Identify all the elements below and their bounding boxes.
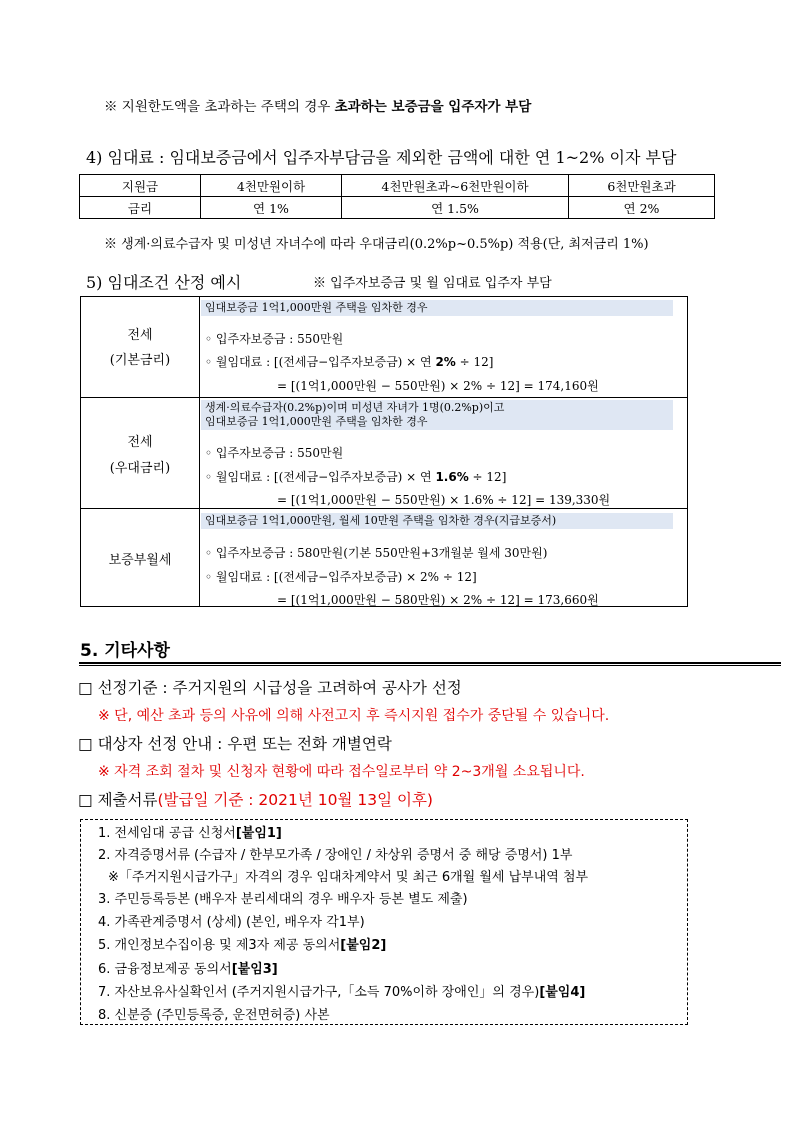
example-row-preferential xyxy=(80,397,688,509)
list-item: 8. 신분증 (주민등록증, 운전면허증) 사본 xyxy=(98,1008,330,1023)
table-cell: 4천만원초과~6천만원이하 xyxy=(342,175,569,197)
list-item: 3. 주민등록등본 (배우자 분리세대의 경우 배우자 등본 별도 제출) xyxy=(98,892,468,907)
table-row xyxy=(80,197,715,219)
example-row-basic xyxy=(80,296,688,398)
interest-rate-table xyxy=(79,174,715,219)
example-deposit: ◦ 입주자보증금 : 550만원 xyxy=(205,446,344,460)
section-divider xyxy=(79,665,781,666)
example-rent-formula: ◦ 월임대료 : [(전세금−입주자보증금) × 연 2% ÷ 12] xyxy=(205,355,494,369)
example-rent-result: = [(1억1,000만원 − 580만원) × 2% ÷ 12] = 173,660원 xyxy=(277,593,599,607)
example-highlight: 임대보증금 1억1,000만원, 월세 10만원 주택을 임차한 경우(지급보증서) xyxy=(201,513,673,529)
table-cell: 연 1% xyxy=(201,197,342,219)
section-5-title: 5) 임대조건 산정 예시 xyxy=(86,273,242,292)
example-label: 보증부월세 xyxy=(81,509,200,606)
list-item: 1. 전세임대 공급 신청서[붙임1] xyxy=(98,826,282,841)
example-highlight: 임대보증금 1억1,000만원 주택을 임차한 경우 xyxy=(201,300,673,316)
example-rent-result: = [(1억1,000만원 − 550만원) × 2% ÷ 12] = 174,160원 xyxy=(277,379,599,393)
section-5-subtitle: ※ 입주자보증금 및 월 임대료 입주자 부담 xyxy=(313,276,552,291)
table-cell: 연 2% xyxy=(569,197,715,219)
top-note-bold: 초과하는 보증금을 입주자가 부담 xyxy=(334,99,532,115)
budget-note: ※ 단, 예산 초과 등의 사유에 의해 사전고지 후 즉시지원 접수가 중단될 수 있습니다. xyxy=(98,708,610,724)
example-label: 전세 (기본금리) xyxy=(81,297,200,397)
example-rent-formula: ◦ 월임대료 : [(전세금−입주자보증금) × 연 1.6% ÷ 12] xyxy=(205,470,507,484)
top-note: ※ 지원한도액을 초과하는 주택의 경우 초과하는 보증금을 입주자가 부담 xyxy=(104,99,532,115)
example-rent-formula: ◦ 월임대료 : [(전세금−입주자보증금) × 2% ÷ 12] xyxy=(205,570,477,584)
selection-notice: □ 대상자 선정 안내 : 우편 또는 전화 개별연락 xyxy=(78,735,392,753)
section-4-title: 4) 임대료 : 임대보증금에서 입주자부담금을 제외한 금액에 대한 연 1~2% 이자 부담 xyxy=(86,148,677,167)
preferential-rate-note: ※ 생계·의료수급자 및 미성년 자녀수에 따라 우대금리(0.2%p~0.5%p) 적용(단, 최저금리 1%) xyxy=(104,237,649,252)
table-cell: 6천만원초과 xyxy=(569,175,715,197)
other-section-title: 5. 기타사항 xyxy=(80,641,170,661)
section-divider xyxy=(79,662,781,664)
table-cell: 연 1.5% xyxy=(342,197,569,219)
example-deposit: ◦ 입주자보증금 : 580만원(기본 550만원+3개월분 월세 30만원) xyxy=(205,546,548,560)
list-item: 4. 가족관계증명서 (상세) (본인, 배우자 각1부) xyxy=(98,915,365,930)
table-cell: 4천만원이하 xyxy=(201,175,342,197)
list-item: 2. 자격증명서류 (수급자 / 한부모가족 / 장애인 / 차상위 증명서 중 해당 증명서) 1부 xyxy=(98,848,573,863)
table-cell: 지원금 xyxy=(80,175,201,197)
required-documents: □ 제출서류(발급일 기준 : 2021년 10월 13일 이후) xyxy=(78,791,433,809)
list-item: 7. 자산보유사실확인서 (주거지원시급가구,「소득 70%이하 장애인」의 경우)[붙임4] xyxy=(98,985,586,1000)
example-deposit: ◦ 입주자보증금 : 550만원 xyxy=(205,332,344,346)
example-highlight: 생계·의료수급자(0.2%p)이며 미성년 자녀가 1명(0.2%p)이고 임대보증금 1억1,000만원 주택을 임차한 경우 xyxy=(201,400,673,430)
list-item: ※「주거지원시급가구」자격의 경우 임대차계약서 및 최근 6개월 월세 납부내역 첨부 xyxy=(108,870,589,885)
example-label: 전세 (우대금리) xyxy=(81,398,200,508)
selection-criteria: □ 선정기준 : 주거지원의 시급성을 고려하여 공사가 선정 xyxy=(78,679,462,697)
list-item: 6. 금융정보제공 동의서[붙임3] xyxy=(98,962,278,977)
example-rent-result: = [(1억1,000만원 − 550만원) × 1.6% ÷ 12] = 139,330원 xyxy=(277,493,611,507)
processing-time-note: ※ 자격 조회 절차 및 신청자 현황에 따라 접수일로부터 약 2~3개월 소요됩니다. xyxy=(98,764,585,780)
example-row-monthly xyxy=(80,508,688,607)
list-item: 5. 개인정보수집이용 및 제3자 제공 동의서[붙임2] xyxy=(98,938,387,953)
table-row xyxy=(80,175,715,197)
table-cell: 금리 xyxy=(80,197,201,219)
issue-date-note: (발급일 기준 : 2021년 10월 13일 이후) xyxy=(157,791,433,809)
